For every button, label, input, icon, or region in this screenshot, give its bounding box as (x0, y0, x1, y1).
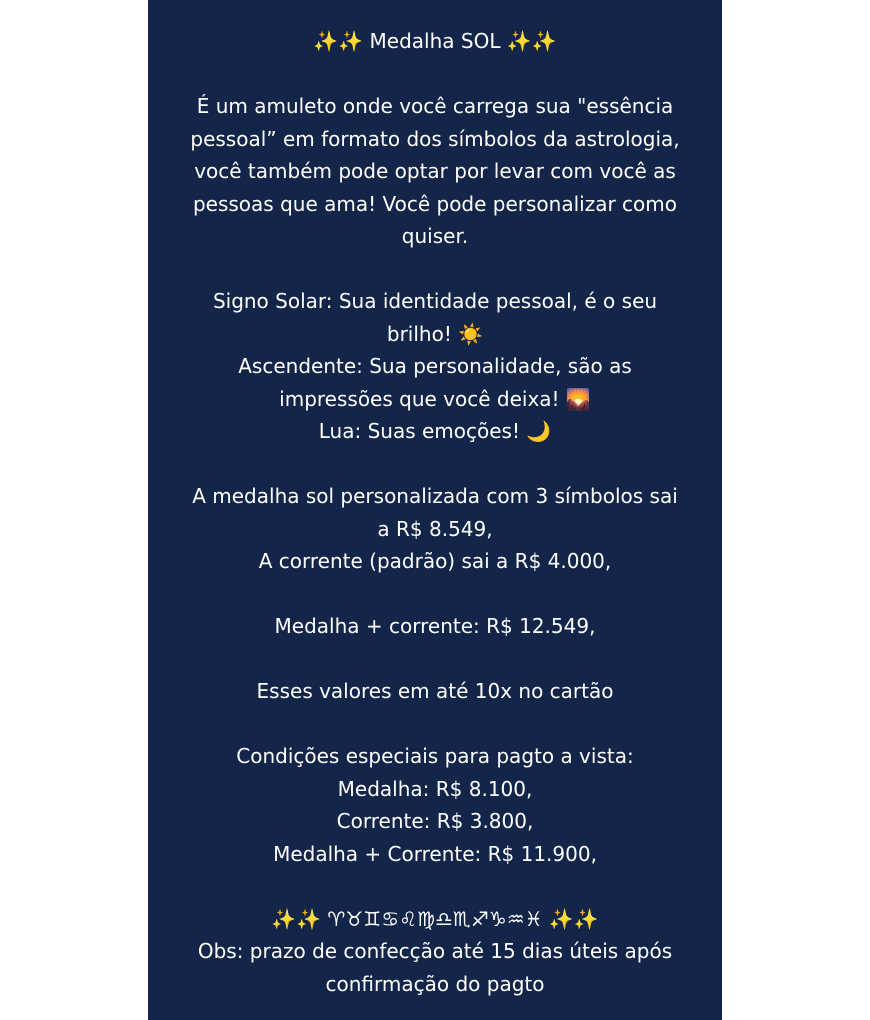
special-conditions-line: Condições especiais para pagto a vista: (236, 744, 634, 768)
zodiac-symbols-line: ✨✨ ♈♉♊♋♌♍♎♏♐♑♒♓ ✨✨ (271, 906, 599, 931)
obs-line: confirmação do pagto (325, 971, 545, 996)
pricing-line: a R$ 8.549, (377, 516, 493, 541)
story-text-panel (148, 0, 722, 1020)
post-title: ✨✨ Medalha SOL ✨✨ (313, 29, 557, 53)
intro-line: você também pode optar por levar com você as (194, 159, 676, 183)
meaning-line: Lua: Suas emoções! 🌙 (318, 419, 552, 443)
spacer (148, 643, 722, 676)
intro-line: quiser. (401, 224, 469, 248)
intro-line: pessoas que ama! Você pode personalizar como (192, 191, 678, 216)
special-conditions-line: Corrente: R$ 3.800, (336, 809, 534, 833)
intro-line: pessoal” em formato dos símbolos da astrologia, (190, 126, 680, 151)
spacer (148, 448, 722, 481)
combo-price: Medalha + corrente: R$ 12.549, (274, 614, 596, 638)
pricing-line: A medalha sol personalizada com 3 símbolos sai (192, 484, 678, 508)
spacer (148, 58, 722, 91)
meaning-line: brilho! ☀️ (386, 321, 484, 346)
meaning-line: impressões que você deixa! 🌄 (279, 386, 591, 411)
meaning-line: Ascendente: Sua personalidade, são as (238, 354, 632, 378)
special-conditions-line: Medalha + Corrente: R$ 11.900, (273, 841, 597, 866)
installments-note: Esses valores em até 10x no cartão (256, 679, 614, 703)
spacer (148, 578, 722, 611)
meaning-line: Signo Solar: Sua identidade pessoal, é o seu (212, 289, 658, 313)
spacer (148, 253, 722, 286)
special-conditions-line: Medalha: R$ 8.100, (337, 776, 533, 801)
spacer (148, 708, 722, 741)
spacer (148, 870, 722, 903)
intro-line: É um amuleto onde você carrega sua "essência (196, 94, 674, 118)
obs-line: Obs: prazo de confecção até 15 dias úteis após (197, 939, 673, 963)
pricing-line: A corrente (padrão) sai a R$ 4.000, (258, 549, 612, 573)
